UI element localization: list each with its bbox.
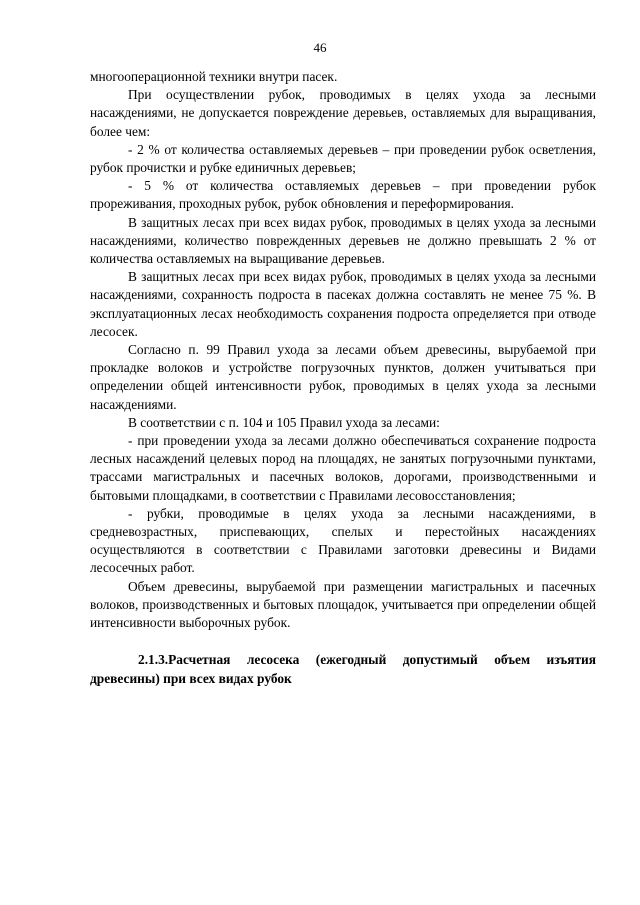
paragraph-protective-forests-damage: В защитных лесах при всех видах рубок, проводимых в целях ухода за лесными насаждениями, количество поврежденных деревьев не должно превышать 2 % от количества оставляемых на выращивание деревьев. [90,214,596,267]
list-item-five-percent: - 5 % от количества оставляемых деревьев – при проведении рубок прореживания, проходных рубок, рубок обновления и переформирования. [90,178,596,212]
list-item-logging-rules: - рубки, проводимые в целях ухода за лесными насаждениями, в средневозрастных, приспевающих, спелых и перестойных насаждениях осуществляются в соответствии с Правилами заготовки древесины и Видами лесосечных работ. [90,505,596,576]
section-heading: 2.1.3.Расчетная лесосека (ежегодный допустимый объем изъятия древесины) при всех видах рубок [90,652,596,686]
document-body [90,68,596,688]
paragraph-continuation: многооперационной техники внутри пасек. [90,69,338,84]
list-item-two-percent: - 2 % от количества оставляемых деревьев – при проведении рубок осветления, рубок прочистки и рубке единичных деревьев; [90,141,596,176]
paragraph-rule-99: Согласно п. 99 Правил ухода за лесами объем древесины, вырубаемой при прокладке волоков и устройстве погрузочных пунктов, должен учитываться при определении общей интенсивности рубок, проводимых в целях ухода за лесными насаждениями. [90,342,596,412]
list-item-undergrowth-preservation: - при проведении ухода за лесами должно обеспечиваться сохранение подроста лесных насаждений целевых пород на площадях, не занятых погрузочными пунктами, трассами магистральных и пасечных волоков, дорогами, производственными и бытовыми площадками, в соответствии с Правилами лесовосстановления; [90,433,596,503]
paragraph-damage-limits: При осуществлении рубок, проводимых в целях ухода за лесными насаждениями, не допускается повреждение деревьев, оставляемых для выращивания, более чем: [90,87,596,139]
page-number: 46 [313,40,327,55]
paragraph-wood-volume: Объем древесины, вырубаемой при размещении магистральных и пасечных волоков, производственных и бытовых площадок, учитывается при определении общей интенсивности выборочных рубок. [90,578,596,631]
paragraph-rules-104-105: В соответствии с п. 104 и 105 Правил ухода за лесами: [128,414,440,430]
paragraph-protective-forests-undergrowth: В защитных лесах при всех видах рубок, проводимых в целях ухода за лесными насаждениями, сохранность подроста в пасеках должна составлять не менее 75 %. В эксплуатационных лесах необходимость сохранения подроста определяется при отводе лесосек. [90,269,596,339]
